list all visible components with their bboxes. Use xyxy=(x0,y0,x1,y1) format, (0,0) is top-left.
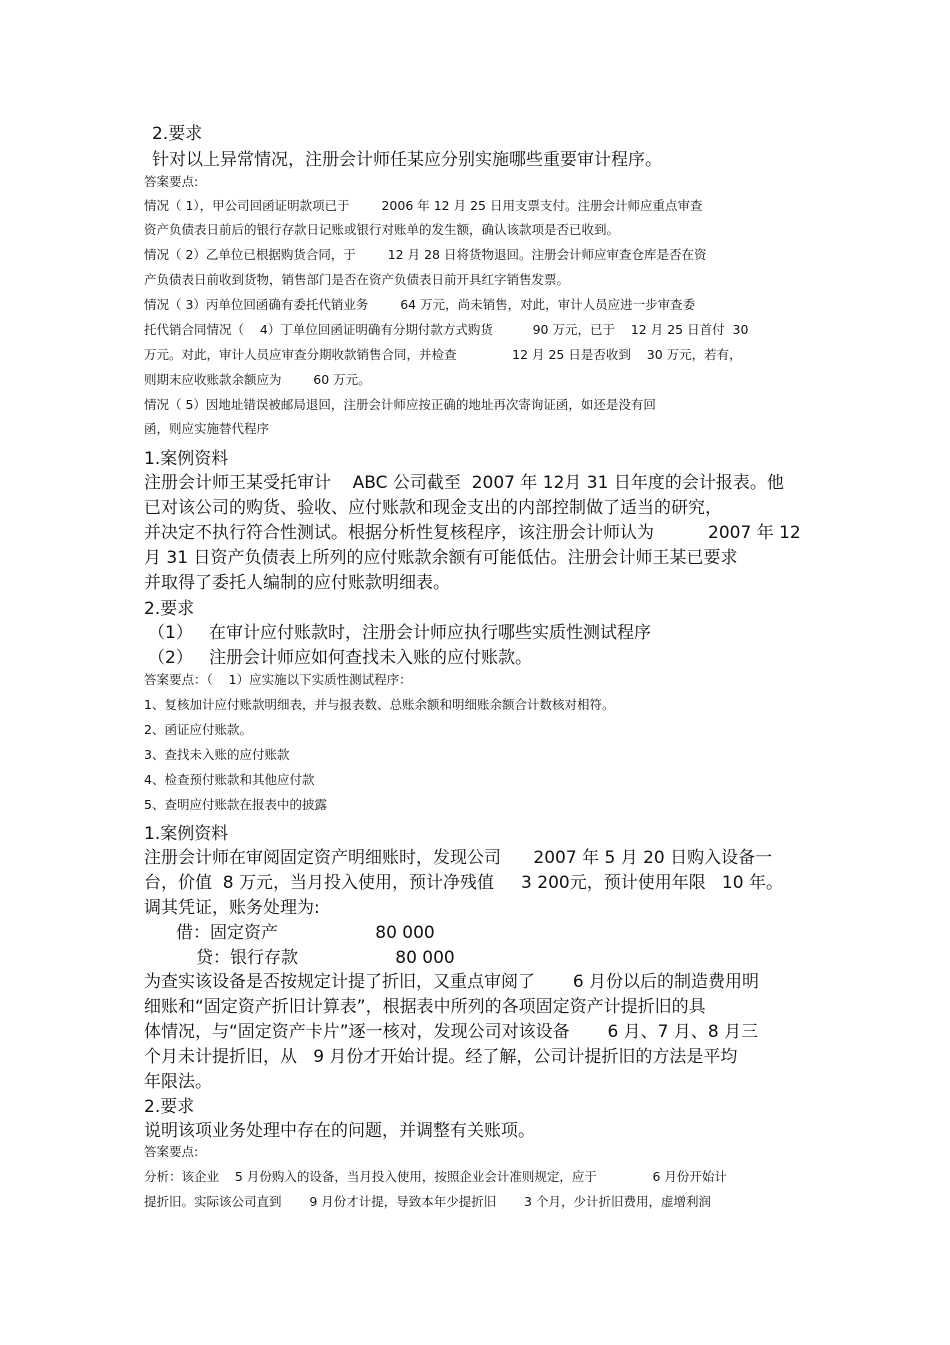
answer-heading: 答案要点: xyxy=(144,174,199,189)
answer-list-item: 3、查找未入账的应付账款 xyxy=(144,747,290,762)
requirement-item: （1） 在审计应付账款时，注册会计师应执行哪些实质性测试程序 xyxy=(148,623,652,643)
answer-line: 情况（ 3）丙单位回函确有委托代销业务 64 万元，尚未销售，对此，审计人员应进一步审查委 xyxy=(144,297,696,312)
case-paragraph-line: 调其凭证，账务处理为: xyxy=(144,898,320,918)
heading-requirements: 2.要求 xyxy=(152,124,203,144)
case-paragraph-line: 月 31 日资产负债表上所列的应付账款余额有可能低估。注册会计师王某已要求 xyxy=(144,548,738,568)
heading-case-materials: 1.案例资料 xyxy=(144,824,229,844)
case-paragraph-line: 年限法。 xyxy=(144,1072,212,1092)
answer-line: 情况（ 1），甲公司回函证明款项已于 2006 年 12 月 25 日用支票支付。注册会计师应重点审查 xyxy=(144,198,703,213)
case-paragraph-line: 并取得了委托人编制的应付账款明细表。 xyxy=(144,573,450,593)
case-paragraph-line: 并决定不执行符合性测试。根据分析性复核程序，该注册会计师认为 2007 年 12 xyxy=(144,523,801,543)
case-paragraph-line: 注册会计师王某受托审计 ABC 公司截至 2007 年 12月 31 日年度的会计报表。他 xyxy=(144,473,784,493)
answer-list-item: 4、检查预付账款和其他应付款 xyxy=(144,772,315,787)
case-paragraph-line: 已对该公司的购货、验收、应付账款和现金支出的内部控制做了适当的研究， xyxy=(144,498,722,518)
answer-line: 产负债表日前收到货物，销售部门是否在资产负债表日前开具红字销售发票。 xyxy=(144,272,570,287)
heading-case-materials: 1.案例资料 xyxy=(144,449,229,469)
journal-entry-debit: 借：固定资产 80 000 xyxy=(176,923,435,943)
case-paragraph-line: 细账和“固定资产折旧计算表”，根据表中所列的各项固定资产计提折旧的具 xyxy=(144,997,706,1017)
question-text: 针对以上异常情况，注册会计师任某应分别实施哪些重要审计程序。 xyxy=(152,150,662,170)
journal-entry-credit: 贷：银行存款 80 000 xyxy=(196,948,455,968)
answer-line: 托代销合同情况（ 4）丁单位回函证明确有分期付款方式购货 90 万元，已于 12 月 25 日首付 30 xyxy=(144,322,749,337)
answer-line: 资产负债表日前后的银行存款日记账或银行对账单的发生额，确认该款项是否已收到。 xyxy=(144,222,620,237)
requirement-item: （2） 注册会计师应如何查找未入账的应付账款。 xyxy=(148,648,533,668)
requirement-text: 说明该项业务处理中存在的问题，并调整有关账项。 xyxy=(144,1121,535,1141)
case-paragraph-line: 为查实该设备是否按规定计提了折旧，又重点审阅了 6 月份以后的制造费用明 xyxy=(144,972,760,992)
answer-list-item: 2、函证应付账款。 xyxy=(144,722,252,737)
case-paragraph-line: 台，价值 8 万元，当月投入使用，预计净残值 3 200元，预计使用年限 10 年。 xyxy=(144,873,783,893)
answer-line: 分析：该企业 5 月份购入的设备，当月投入使用，按照企业会计准则规定，应于 6 月份开始计 xyxy=(144,1169,727,1184)
answer-heading: 答案要点: xyxy=(144,1144,199,1159)
case-paragraph-line: 体情况，与“固定资产卡片”逐一核对，发现公司对该设备 6 月、7 月、8 月三 xyxy=(144,1022,759,1042)
answer-line: 则期末应收账款余额应为 60 万元。 xyxy=(144,372,371,387)
answer-line: 万元。对此，审计人员应审查分期收款销售合同，并检查 12 月 25 日是否收到 30 万元，若有， xyxy=(144,347,742,362)
answer-list-item: 1、复核加计应付账款明细表，并与报表数、总账余额和明细账余额合计数核对相符。 xyxy=(144,697,615,712)
heading-requirements: 2.要求 xyxy=(144,1097,195,1117)
answer-list-item: 5、查明应付账款在报表中的披露 xyxy=(144,797,327,812)
answer-line: 函，则应实施替代程序 xyxy=(144,421,270,436)
answer-line: 情况（ 5）因地址错误被邮局退回，注册会计师应按正确的地址再次寄询证函，如还是没有回 xyxy=(144,397,656,412)
answer-heading: 答案要点：（ 1）应实施以下实质性测试程序： xyxy=(144,672,412,687)
heading-requirements: 2.要求 xyxy=(144,599,195,619)
case-paragraph-line: 个月未计提折旧，从 9 月份才开始计提。经了解，公司计提折旧的方法是平均 xyxy=(144,1047,738,1067)
case-paragraph-line: 注册会计师在审阅固定资产明细账时，发现公司 2007 年 5 月 20 日购入设备一 xyxy=(144,848,773,868)
answer-line: 提折旧。实际该公司直到 9 月份才计提，导致本年少提折旧 3 个月，少计折旧费用，虚增利润 xyxy=(144,1194,711,1209)
answer-line: 情况（ 2）乙单位已根据购货合同，于 12 月 28 日将货物退回。注册会计师应审查仓库是否在资 xyxy=(144,247,707,262)
